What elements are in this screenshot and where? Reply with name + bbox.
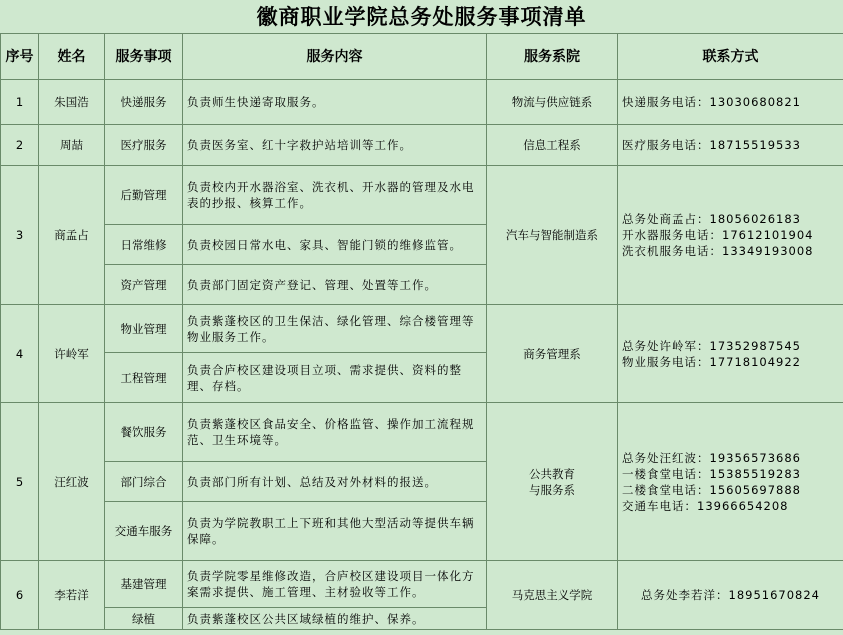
row-name[interactable]: 许岭军: [39, 305, 105, 403]
row-dept[interactable]: [487, 561, 618, 630]
row-contact[interactable]: [618, 305, 843, 403]
row-name[interactable]: 李若洋: [39, 561, 105, 630]
row-no[interactable]: 4: [1, 305, 39, 403]
dept-line: 商务管理系: [523, 346, 581, 361]
header-content: 服务内容: [183, 34, 487, 80]
row-dept[interactable]: [487, 305, 618, 403]
dept-line: 与服务系: [529, 482, 575, 497]
table-row: [1, 403, 843, 462]
row-service[interactable]: 物业管理: [105, 305, 183, 353]
table-row: [1, 125, 843, 166]
contact-line: 快递服务电话：13030680821: [622, 95, 801, 109]
row-service[interactable]: 餐饮服务: [105, 403, 183, 462]
dept-line: 物流与供应链系: [511, 95, 593, 109]
row-service[interactable]: 资产管理: [105, 265, 183, 305]
row-service[interactable]: 日常维修: [105, 225, 183, 265]
row-contact[interactable]: [618, 403, 843, 561]
row-service[interactable]: 部门综合: [105, 462, 183, 502]
row-service[interactable]: 绿植: [105, 608, 183, 630]
header-no: 序号: [1, 34, 39, 80]
row-dept[interactable]: [487, 80, 618, 125]
dept-line: 汽车与智能制造系: [506, 228, 598, 242]
row-contact[interactable]: [618, 166, 843, 305]
row-service[interactable]: 基建管理: [105, 561, 183, 608]
row-service[interactable]: 交通车服务: [105, 502, 183, 561]
table-row: [1, 80, 843, 125]
row-no[interactable]: 2: [1, 125, 39, 166]
row-content[interactable]: 负责合庐校区建设项目立项、需求提供、资料的整理、存档。: [183, 353, 487, 403]
row-content[interactable]: 负责为学院教职工上下班和其他大型活动等提供车辆保障。: [183, 502, 487, 561]
row-name[interactable]: 汪红波: [39, 403, 105, 561]
row-content[interactable]: 负责部门固定资产登记、管理、处置等工作。: [183, 265, 487, 305]
contact-line: 物业服务电话：17718104922: [622, 354, 801, 369]
row-dept[interactable]: [487, 166, 618, 305]
row-dept[interactable]: [487, 403, 618, 561]
table-row: [1, 166, 843, 225]
service-table: [0, 33, 843, 630]
contact-line: 医疗服务电话：18715519533: [622, 138, 801, 152]
sheet-title: 徽商职业学院总务处服务事项清单: [0, 0, 843, 34]
row-service[interactable]: 快递服务: [105, 80, 183, 125]
row-contact[interactable]: [618, 80, 843, 125]
row-contact[interactable]: [618, 561, 843, 630]
contact-line: 总务处商孟占：18056026183: [622, 212, 801, 226]
row-content[interactable]: 负责紫蓬校区食品安全、价格监管、操作加工流程规范、卫生环境等。: [183, 403, 487, 462]
table-row: [1, 561, 843, 608]
row-content[interactable]: 负责医务室、红十字救护站培训等工作。: [183, 125, 487, 166]
row-no[interactable]: 1: [1, 80, 39, 125]
row-content[interactable]: 负责学院零星维修改造，合庐校区建设项目一体化方案需求提供、施工管理、主材验收等工作。: [183, 561, 487, 608]
header-row: [1, 34, 843, 80]
dept-line: 公共教育: [529, 466, 575, 481]
header-service: 服务事项: [105, 34, 183, 80]
row-content[interactable]: 负责部门所有计划、总结及对外材料的报送。: [183, 462, 487, 502]
dept-line: 马克思主义学院: [511, 588, 593, 602]
row-content[interactable]: 负责师生快递寄取服务。: [183, 80, 487, 125]
header-name: 姓名: [39, 34, 105, 80]
dept-line: 信息工程系: [523, 138, 581, 152]
contact-line: 总务处李若洋：18951670824: [641, 588, 820, 602]
row-service[interactable]: 后勤管理: [105, 166, 183, 225]
contact-line: 交通车电话：13966654208: [622, 498, 789, 513]
contact-line: 开水器服务电话：17612101904: [622, 228, 814, 242]
row-content[interactable]: 负责紫蓬校区的卫生保洁、绿化管理、综合楼管理等物业服务工作。: [183, 305, 487, 353]
row-dept[interactable]: [487, 125, 618, 166]
row-service[interactable]: 医疗服务: [105, 125, 183, 166]
table-row: [1, 305, 843, 353]
row-no[interactable]: 3: [1, 166, 39, 305]
row-name[interactable]: 商孟占: [39, 166, 105, 305]
row-no[interactable]: 5: [1, 403, 39, 561]
row-service[interactable]: 工程管理: [105, 353, 183, 403]
contact-line: 一楼食堂电话：15385519283: [622, 466, 801, 481]
row-content[interactable]: 负责紫蓬校区公共区域绿植的维护、保养。: [183, 608, 487, 630]
header-dept: 服务系院: [487, 34, 618, 80]
row-name[interactable]: 朱国浩: [39, 80, 105, 125]
contact-line: 二楼食堂电话：15605697888: [622, 482, 801, 497]
row-content[interactable]: 负责校内开水器浴室、洗衣机、开水器的管理及水电表的抄报、核算工作。: [183, 166, 487, 225]
contact-line: 总务处汪红波：19356573686: [622, 450, 801, 465]
row-no[interactable]: 6: [1, 561, 39, 630]
row-contact[interactable]: [618, 125, 843, 166]
row-name[interactable]: 周喆: [39, 125, 105, 166]
contact-line: 总务处许岭军：17352987545: [622, 338, 801, 353]
header-contact: 联系方式: [618, 34, 843, 80]
row-content[interactable]: 负责校园日常水电、家具、智能门锁的维修监管。: [183, 225, 487, 265]
contact-line: 洗衣机服务电话：13349193008: [622, 244, 814, 258]
